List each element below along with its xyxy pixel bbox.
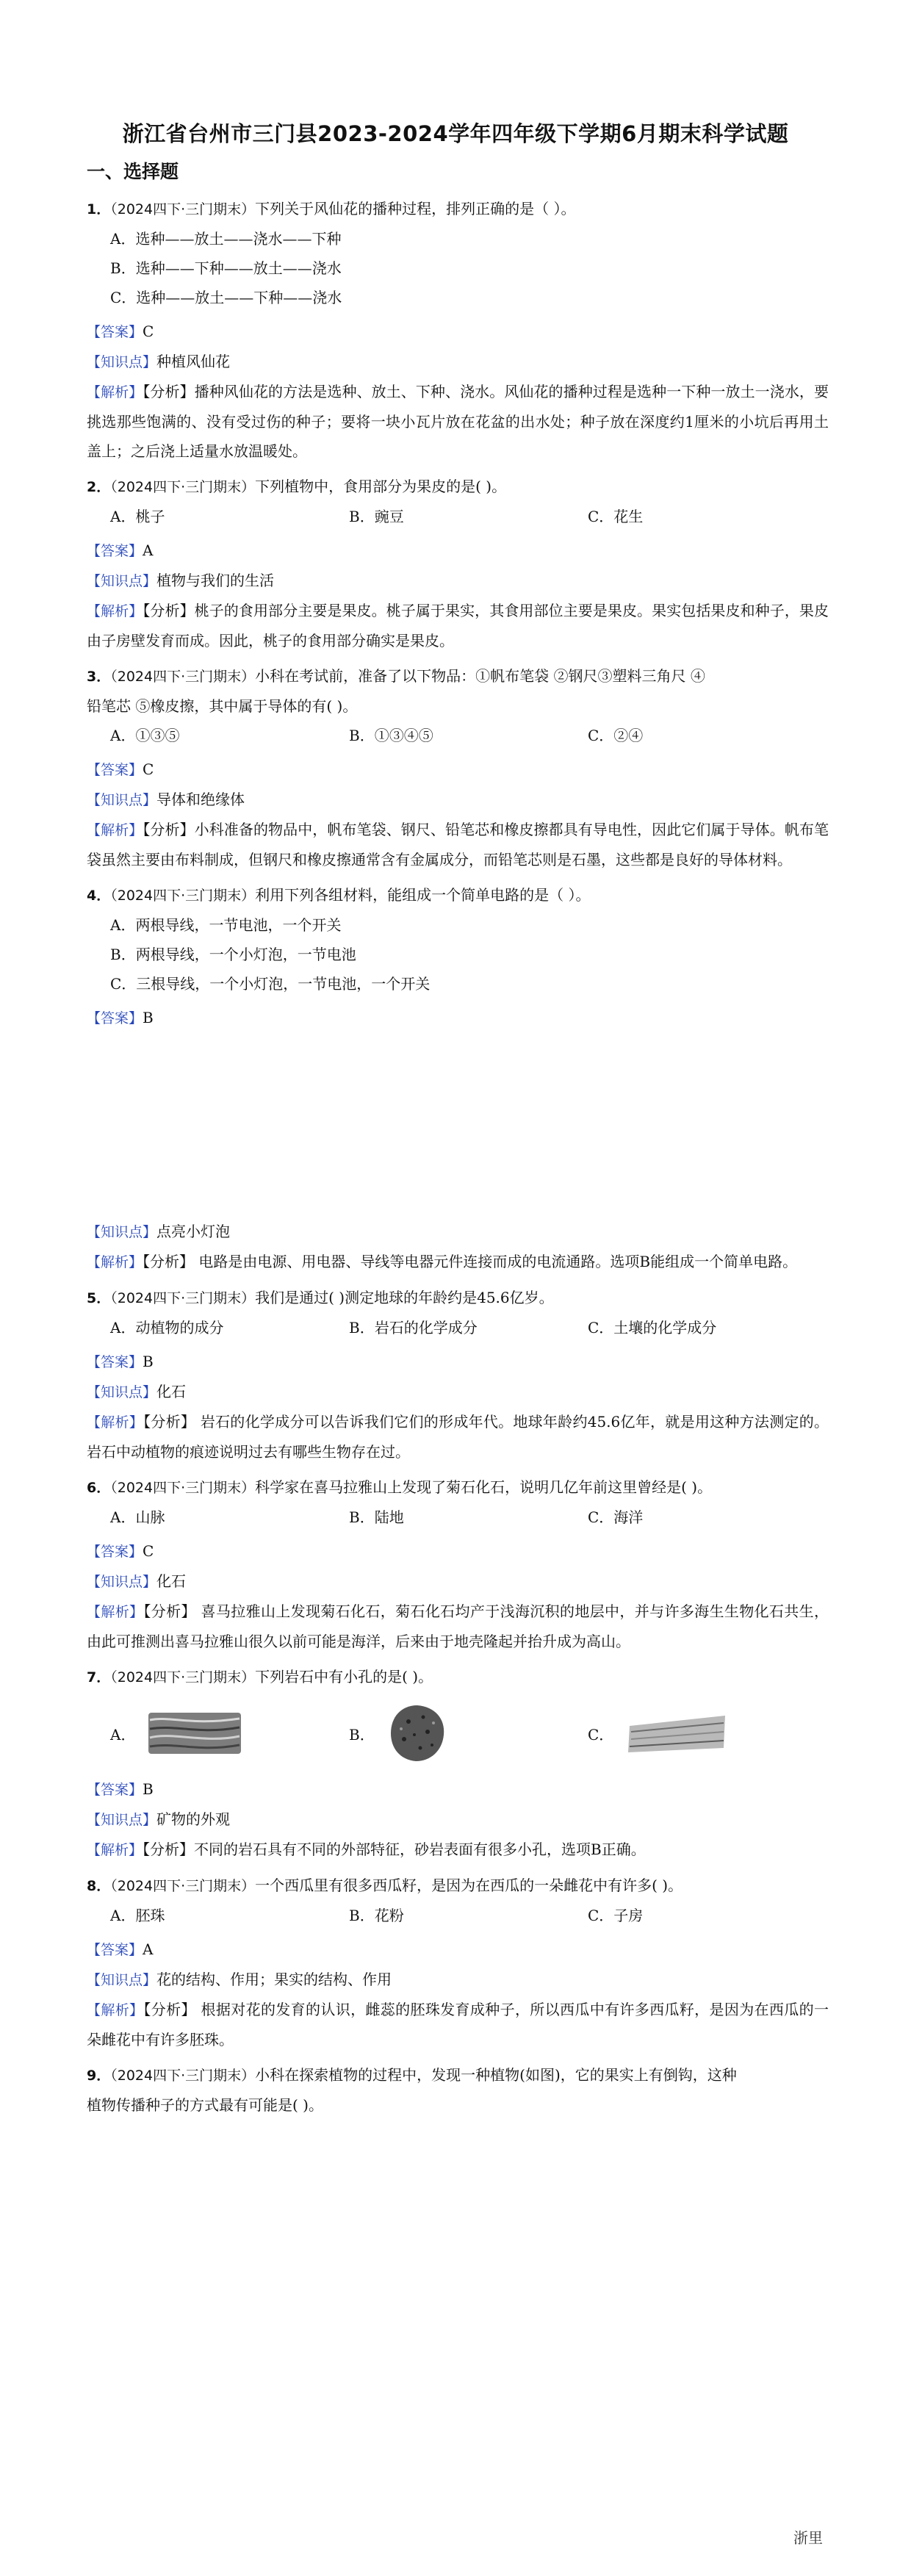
slate-rock-image <box>625 1710 728 1757</box>
knowledge-line: 【知识点】矿物的外观 <box>87 1810 231 1828</box>
option-c: C．海洋 <box>588 1508 644 1526</box>
question-stem: 5．（2024四下·三门期末）我们是通过( )测定地球的年龄约是45.6亿岁。 <box>87 1289 554 1306</box>
question-2 <box>87 472 829 655</box>
knowledge-line: 【知识点】导体和绝缘体 <box>87 791 245 808</box>
answer-line: 【答案】A <box>87 542 154 559</box>
answer-line: 【答案】B <box>87 1353 154 1370</box>
layered-rock-image <box>147 1710 242 1757</box>
knowledge-line: 【知识点】点亮小灯泡 <box>87 1223 231 1240</box>
answer-line: 【答案】B <box>87 1780 154 1798</box>
option-c: C．三根导线，一个小灯泡，一节电池，一个开关 <box>110 975 431 993</box>
option-b: B．选种——下种——放土——浇水 <box>110 259 342 277</box>
question-8 <box>87 1871 829 2054</box>
analysis-paragraph: 【解析】【分析】桃子的食用部分主要是果皮。桃子属于果实，其食用部位主要是果皮。果实包括果皮和种子，果皮由子房壁发育而成。因此，桃子的食用部分确实是果皮。 <box>87 602 829 650</box>
options-row <box>87 1503 829 1532</box>
question-stem: 7．（2024四下·三门期末）下列岩石中有小孔的是( )。 <box>87 1668 433 1685</box>
options-row <box>87 1313 829 1342</box>
question-4 <box>87 880 829 1277</box>
option-a: A．①③⑤ <box>110 727 180 744</box>
option-a: A． <box>110 1710 349 1757</box>
answer-line: 【答案】C <box>87 760 154 778</box>
analysis-paragraph: 【解析】【分析】 电路是由电源、用电器、导线等电器元件连接而成的电流通路。选项B能组成一个简单电路。 <box>87 1253 798 1270</box>
question-3 <box>87 661 829 874</box>
question-5 <box>87 1283 829 1467</box>
question-stem: 3．（2024四下·三门期末）小科在考试前，准备了以下物品：①帆布笔袋 ②钢尺③塑料三角尺 ④ <box>87 667 705 685</box>
question-6 <box>87 1472 829 1656</box>
question-stem: 2．（2024四下·三门期末）下列植物中，食用部分为果皮的是( )。 <box>87 478 507 495</box>
option-c: C．选种——放土——下种——浇水 <box>110 289 342 306</box>
answer-line: 【答案】A <box>87 1940 154 1958</box>
knowledge-line: 【知识点】植物与我们的生活 <box>87 572 275 589</box>
page-footer: 浙里 <box>793 2529 823 2547</box>
option-b: B．两根导线，一个小灯泡，一节电池 <box>110 946 356 963</box>
question-stem: 1．（2024四下·三门期末）下列关于风仙花的播种过程，排列正确的是（ ）。 <box>87 200 576 217</box>
option-a: A．动植物的成分 <box>110 1319 224 1336</box>
analysis-paragraph: 【解析】【分析】 岩石的化学成分可以告诉我们它们的形成年代。地球年龄约45.6亿年，就是用这种方法测定的。岩石中动植物的痕迹说明过去有哪些生物存在过。 <box>87 1413 829 1461</box>
analysis-paragraph: 【解析】【分析】 喜马拉雅山上发现菊石化石，菊石化石均产于浅海沉积的地层中，并与许多海生生物化石共生，由此可推测出喜马拉雅山很久以前可能是海洋，后来由于地壳隆起并抬升成为高山。 <box>87 1602 829 1650</box>
analysis-paragraph: 【解析】【分析】不同的岩石具有不同的外部特征，砂岩表面有很多小孔，选项B正确。 <box>87 1841 646 1858</box>
question-list <box>87 188 829 2120</box>
option-c: C．花生 <box>588 508 644 525</box>
question-stem-cont: 铅笔芯 ⑤橡皮擦，其中属于导体的有( )。 <box>87 697 358 715</box>
question-9 <box>87 2060 829 2120</box>
section-heading: 一、选择题 <box>87 161 179 182</box>
option-c: C． <box>588 1710 827 1757</box>
option-c: C．子房 <box>588 1907 644 1924</box>
porous-rock-image <box>386 1702 448 1764</box>
option-a: A．桃子 <box>110 508 165 525</box>
question-stem-cont: 植物传播种子的方式最有可能是( )。 <box>87 2096 323 2114</box>
blank-space <box>87 1033 829 1217</box>
image-options-row <box>87 1698 829 1769</box>
analysis-paragraph: 【解析】【分析】播种风仙花的方法是选种、放土、下种、浇水。风仙花的播种过程是选种一下种一放土一浇水，要挑选那些饱满的、没有受过伤的种子；要将一块小瓦片放在花盆的出水处；种子放在深度约1厘米的小坑后再用土盖上；之后浇上适量水放温暖处。 <box>87 383 829 460</box>
option-a: A．胚珠 <box>110 1907 165 1924</box>
page-title: 浙江省台州市三门县2023-2024学年四年级下学期6月期末科学试题 <box>122 121 789 146</box>
option-b: B．豌豆 <box>349 508 404 525</box>
option-a: A．选种——放土——浇水——下种 <box>110 230 342 248</box>
option-c: C．土壤的化学成分 <box>588 1319 717 1336</box>
analysis-paragraph: 【解析】【分析】小科准备的物品中，帆布笔袋、钢尺、铅笔芯和橡皮擦都具有导电性，因此它们属于导体。帆布笔袋虽然主要由布料制成，但钢尺和橡皮擦通常含有金属成分，而铅笔芯则是石墨，这些都是良好的导体材料。 <box>87 821 829 868</box>
answer-line: 【答案】C <box>87 323 154 340</box>
knowledge-line: 【知识点】种植风仙花 <box>87 353 231 370</box>
question-7 <box>87 1662 829 1865</box>
option-b: B．陆地 <box>349 1508 404 1526</box>
option-a: A．山脉 <box>110 1508 165 1526</box>
option-b: B．花粉 <box>349 1907 404 1924</box>
option-b: B． <box>349 1702 588 1764</box>
option-a: A．两根导线，一节电池，一个开关 <box>110 916 342 934</box>
options-row <box>87 1901 829 1930</box>
question-stem: 9．（2024四下·三门期末）小科在探索植物的过程中，发现一种植物(如图)，它的果实上有倒钩，这种 <box>87 2066 737 2084</box>
knowledge-line: 【知识点】花的结构、作用；果实的结构、作用 <box>87 1971 392 1988</box>
question-1 <box>87 194 829 466</box>
knowledge-line: 【知识点】化石 <box>87 1572 187 1590</box>
answer-line: 【答案】B <box>87 1009 154 1026</box>
question-stem: 6．（2024四下·三门期末）科学家在喜马拉雅山上发现了菊石化石，说明几亿年前这里曾经是( )。 <box>87 1478 713 1496</box>
analysis-paragraph: 【解析】【分析】 根据对花的发育的认识，雌蕊的胚珠发育成种子，所以西瓜中有许多西瓜籽，是因为在西瓜的一朵雌花中有许多胚珠。 <box>87 2001 829 2048</box>
option-b: B．①③④⑤ <box>349 727 433 744</box>
question-stem: 8．（2024四下·三门期末）一个西瓜里有很多西瓜籽，是因为在西瓜的一朵雌花中有许多( )。 <box>87 1877 683 1894</box>
knowledge-line: 【知识点】化石 <box>87 1383 187 1400</box>
question-stem: 4．（2024四下·三门期末）利用下列各组材料，能组成一个简单电路的是（ ）。 <box>87 886 591 904</box>
options-row <box>87 721 829 750</box>
option-b: B．岩石的化学成分 <box>349 1319 478 1336</box>
answer-line: 【答案】C <box>87 1542 154 1560</box>
options-row <box>87 502 829 531</box>
option-c: C．②④ <box>588 727 644 744</box>
